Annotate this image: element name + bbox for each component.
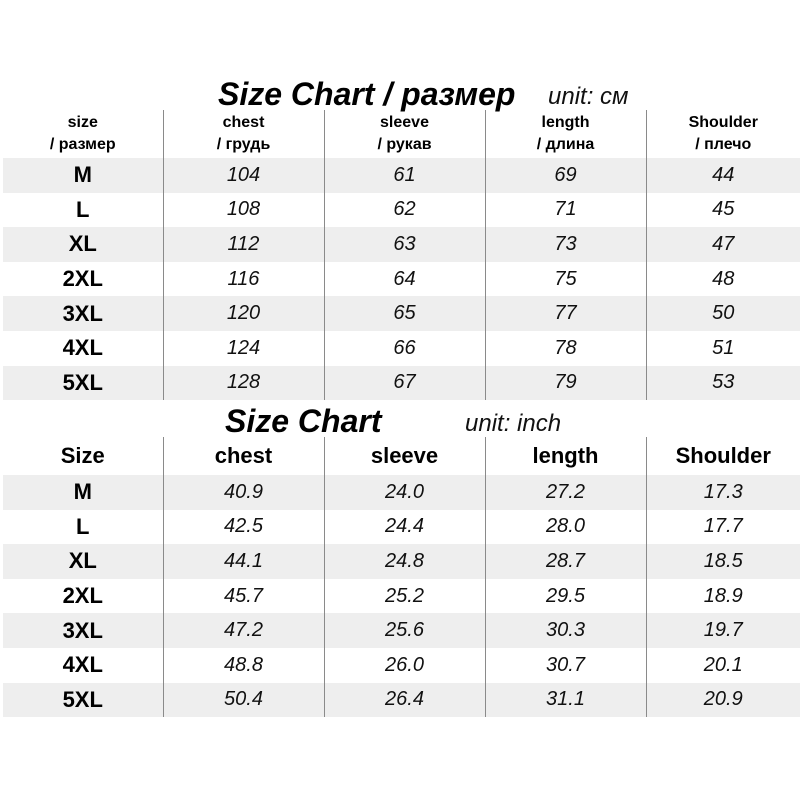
table-row xyxy=(3,366,800,401)
cm-header-sleeve: sleeve / рукав xyxy=(324,110,485,158)
inch-header-sleeve: sleeve xyxy=(324,437,485,475)
length-cell: 30.3 xyxy=(485,613,646,648)
sleeve-cell: 66 xyxy=(324,331,485,366)
shoulder-cell: 50 xyxy=(646,296,800,331)
table-row xyxy=(3,227,800,262)
chest-cell: 128 xyxy=(163,366,324,401)
size-cell: 5XL xyxy=(3,366,163,401)
length-cell: 78 xyxy=(485,331,646,366)
size-cell: XL xyxy=(3,544,163,579)
shoulder-cell: 17.7 xyxy=(646,510,800,545)
chest-cell: 50.4 xyxy=(163,683,324,718)
length-cell: 29.5 xyxy=(485,579,646,614)
shoulder-cell: 45 xyxy=(646,193,800,228)
table-row xyxy=(3,193,800,228)
length-cell: 27.2 xyxy=(485,475,646,510)
sleeve-cell: 64 xyxy=(324,262,485,297)
chest-cell: 124 xyxy=(163,331,324,366)
chest-cell: 116 xyxy=(163,262,324,297)
table-row xyxy=(3,296,800,331)
sleeve-cell: 25.2 xyxy=(324,579,485,614)
sleeve-cell: 61 xyxy=(324,158,485,193)
table-row xyxy=(3,613,800,648)
size-cell: L xyxy=(76,513,90,539)
sleeve-cell: 24.0 xyxy=(324,475,485,510)
size-cell: 5XL xyxy=(3,683,163,718)
inch-chart-title: Size Chart xyxy=(225,403,382,439)
shoulder-cell: 19.7 xyxy=(646,613,800,648)
inch-header-chest: chest xyxy=(163,437,324,475)
shoulder-cell: 44 xyxy=(646,158,800,193)
sleeve-cell: 26.0 xyxy=(324,648,485,683)
cm-size-table xyxy=(3,110,800,400)
shoulder-cell: 20.9 xyxy=(646,683,800,718)
length-cell: 77 xyxy=(485,296,646,331)
table-row xyxy=(3,544,800,579)
length-cell: 69 xyxy=(485,158,646,193)
size-cell: L xyxy=(76,196,90,222)
length-cell: 28.0 xyxy=(485,510,646,545)
chest-cell: 42.5 xyxy=(163,510,324,545)
chest-cell: 48.8 xyxy=(163,648,324,683)
inch-header-shoulder: Shoulder xyxy=(646,437,800,475)
table-row xyxy=(3,331,800,366)
size-cell: M xyxy=(3,158,163,193)
table-row xyxy=(3,579,800,614)
table-row xyxy=(3,510,800,545)
size-cell: XL xyxy=(3,227,163,262)
table-row xyxy=(3,683,800,718)
cm-header-length: length / длина xyxy=(485,110,646,158)
shoulder-cell: 53 xyxy=(646,366,800,401)
cm-header-chest: chest / грудь xyxy=(163,110,324,158)
chest-cell: 40.9 xyxy=(163,475,324,510)
cm-chart-title: Size Chart / размер xyxy=(218,76,516,112)
chest-cell: 44.1 xyxy=(163,544,324,579)
inch-size-table xyxy=(3,437,800,717)
length-cell: 73 xyxy=(485,227,646,262)
length-cell: 79 xyxy=(485,366,646,401)
cm-header-size: size / размер xyxy=(49,114,116,153)
size-cell: 3XL xyxy=(3,296,163,331)
size-cell: 3XL xyxy=(3,613,163,648)
inch-chart-title-row xyxy=(0,401,800,441)
chest-cell: 112 xyxy=(163,227,324,262)
cm-header-row xyxy=(3,110,800,158)
chest-cell: 104 xyxy=(163,158,324,193)
shoulder-cell: 51 xyxy=(646,331,800,366)
table-row xyxy=(3,475,800,510)
inch-chart-unit: unit: inch xyxy=(465,410,562,437)
table-row xyxy=(3,648,800,683)
length-cell: 71 xyxy=(485,193,646,228)
size-cell: 2XL xyxy=(62,266,103,292)
length-cell: 31.1 xyxy=(485,683,646,718)
chest-cell: 120 xyxy=(163,296,324,331)
shoulder-cell: 48 xyxy=(646,262,800,297)
shoulder-cell: 18.9 xyxy=(646,579,800,614)
length-cell: 28.7 xyxy=(485,544,646,579)
chest-cell: 108 xyxy=(163,193,324,228)
table-row xyxy=(3,158,800,193)
shoulder-cell: 17.3 xyxy=(646,475,800,510)
sleeve-cell: 26.4 xyxy=(324,683,485,718)
table-row xyxy=(3,262,800,297)
sleeve-cell: 65 xyxy=(324,296,485,331)
sleeve-cell: 25.6 xyxy=(324,613,485,648)
sleeve-cell: 24.4 xyxy=(324,510,485,545)
inch-header-size: Size xyxy=(60,443,105,468)
sleeve-cell: 24.8 xyxy=(324,544,485,579)
shoulder-cell: 47 xyxy=(646,227,800,262)
sleeve-cell: 67 xyxy=(324,366,485,401)
cm-chart-title-row xyxy=(0,74,800,114)
shoulder-cell: 20.1 xyxy=(646,648,800,683)
length-cell: 75 xyxy=(485,262,646,297)
cm-header-shoulder: Shoulder / плечо xyxy=(646,110,800,158)
size-cell: M xyxy=(3,475,163,510)
length-cell: 30.7 xyxy=(485,648,646,683)
shoulder-cell: 18.5 xyxy=(646,544,800,579)
chest-cell: 45.7 xyxy=(163,579,324,614)
size-cell: 4XL xyxy=(62,335,103,361)
sleeve-cell: 63 xyxy=(324,227,485,262)
sleeve-cell: 62 xyxy=(324,193,485,228)
size-cell: 4XL xyxy=(62,652,103,678)
inch-header-length: length xyxy=(485,437,646,475)
size-cell: 2XL xyxy=(62,583,103,609)
chest-cell: 47.2 xyxy=(163,613,324,648)
inch-header-row xyxy=(3,437,800,475)
cm-chart-unit: unit: см xyxy=(548,83,629,110)
